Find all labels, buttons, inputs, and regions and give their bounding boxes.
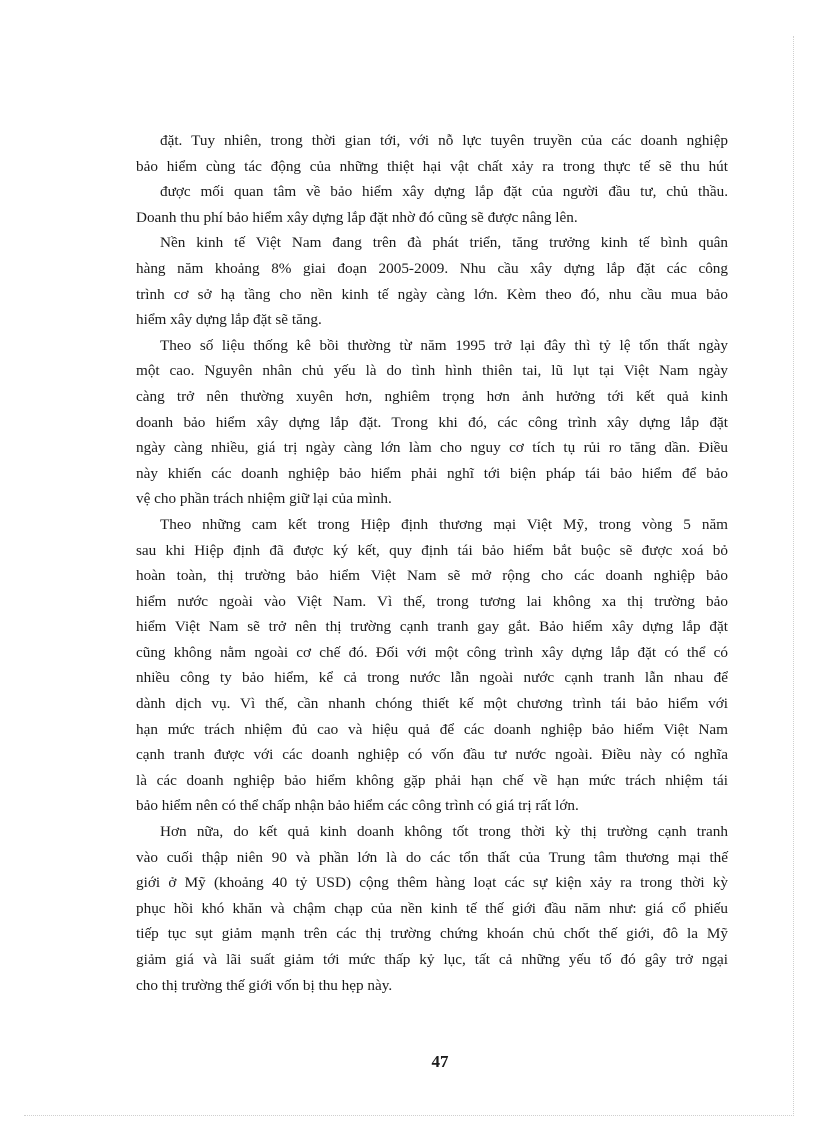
text-line: vào cuối thập niên 90 và phần lớn là do các tổn thất của Trung tâm thương mại thế	[136, 848, 728, 866]
text-line: dành dịch vụ. Vì thế, cần nhanh chóng thiết kế một chương trình tái bảo hiểm với	[136, 695, 728, 713]
text-line: hiểm Việt Nam sẽ trở nên thị trường cạnh tranh gay gắt. Bảo hiểm xây dựng lắp đặt	[136, 618, 728, 636]
text-line: hiểm nước ngoài vào Việt Nam. Vì thế, trong tương lai không xa thị trường bảo	[136, 592, 728, 610]
text-line: Doanh thu phí bảo hiểm xây dựng lắp đặt nhờ đó cũng sẽ được nâng lên.	[136, 208, 578, 226]
text-line: là các doanh nghiệp bảo hiểm không gặp phải hạn chế về hạn mức trách nhiệm tái	[136, 771, 728, 789]
text-line: phục hồi khó khăn và chậm chạp của nền kinh tế thế giới đầu năm như: giá cổ phiếu	[136, 899, 728, 917]
text-line: giới ở Mỹ (khoảng 40 tỷ USD) cộng thêm hàng loạt các sự kiện xảy ra trong thời kỳ	[136, 874, 728, 892]
text-line: hạn mức trách nhiệm đủ cao và hiệu quả để các doanh nghiệp bảo hiểm Việt Nam	[136, 720, 728, 738]
text-line: một cao. Nguyên nhân chủ yếu là do tình hình thiên tai, lũ lụt tại Việt Nam ngày	[136, 362, 728, 380]
text-line: này khiến các doanh nghiệp bảo hiểm phải nghĩ tới biện pháp tái bảo hiểm để bảo	[136, 464, 728, 482]
text-line: giảm giá và lãi suất giảm tới mức thấp kỷ lục, tất cả những yếu tố đó gây trở ngại	[136, 951, 728, 968]
text-line: Nền kinh tế Việt Nam đang trên đà phát triển, tăng trưởng kinh tế bình quân	[160, 234, 728, 252]
text-line: tiếp tục sụt giảm mạnh trên các thị trường chứng khoán chủ chốt thế giới, đô la Mỹ	[136, 925, 728, 943]
text-line: Theo những cam kết trong Hiệp định thương mại Việt Mỹ, trong vòng 5 năm	[160, 515, 728, 533]
text-line: cho thị trường thế giới vốn bị thu hẹp này.	[136, 976, 393, 994]
text-line: cạnh tranh được với các doanh nghiệp có vốn đầu tư nước ngoài. Điều này có nghĩa	[136, 746, 728, 764]
text-line: ngày càng nhiều, giá trị ngày càng lớn làm cho nguy cơ tích tụ rủi ro tăng dần. Điều	[136, 439, 728, 457]
text-line: đặt. Tuy nhiên, trong thời gian tới, với nỗ lực tuyên truyền của các doanh nghiệp	[160, 132, 728, 149]
text-line: được mối quan tâm về bảo hiểm xây dựng lắp đặt của người đầu tư, chủ thầu.	[160, 183, 728, 201]
text-line: cũng không nằm ngoài cơ chế đó. Đối với một công trình xây dựng lắp đặt có thể có	[136, 643, 728, 661]
text-line: vệ cho phần trách nhiệm giữ lại của mình.	[136, 490, 392, 508]
text-line: sau khi Hiệp định đã được ký kết, quy định tái bảo hiểm bắt buộc sẽ được xoá bỏ	[136, 541, 728, 559]
text-line: bảo hiểm nên có thể chấp nhận bảo hiểm các công trình có giá trị rất lớn.	[136, 797, 579, 815]
text-line: hàng năm khoảng 8% giai đoạn 2005-2009. Nhu cầu xây dựng lắp đặt các công	[136, 259, 728, 277]
text-line: trình cơ sở hạ tầng cho nền kinh tế ngày càng lớn. Kèm theo đó, nhu cầu mua bảo	[136, 285, 728, 303]
text-line: Theo số liệu thống kê bồi thường từ năm 1995 trở lại đây thì tỷ lệ tổn thất ngày	[160, 336, 728, 354]
text-line: hoàn toàn, thị trường bảo hiểm Việt Nam sẽ mở rộng cho các doanh nghiệp bảo	[136, 567, 728, 585]
body-text	[136, 128, 728, 998]
text-line: Hơn nữa, do kết quả kinh doanh không tốt trong thời kỳ thị trường cạnh tranh	[160, 823, 728, 841]
text-line: hiểm xây dựng lắp đặt sẽ tăng.	[136, 311, 322, 329]
page-number: 47	[431, 1052, 449, 1071]
text-line: nhiều công ty bảo hiểm, kể cả trong nước lẫn ngoài nước cạnh tranh lẫn nhau để	[136, 669, 728, 687]
text-line: bảo hiểm cùng tác động của những thiệt hại vật chất xảy ra trong thực tế sẽ thu hút	[136, 157, 728, 175]
text-line: càng trở nên thường xuyên hơn, nghiêm trọng hơn ảnh hưởng tới kết quả kinh	[136, 387, 728, 405]
text-line: doanh bảo hiểm xây dựng lắp đặt. Trong khi đó, các công trình xây dựng lắp đặt	[136, 413, 728, 431]
